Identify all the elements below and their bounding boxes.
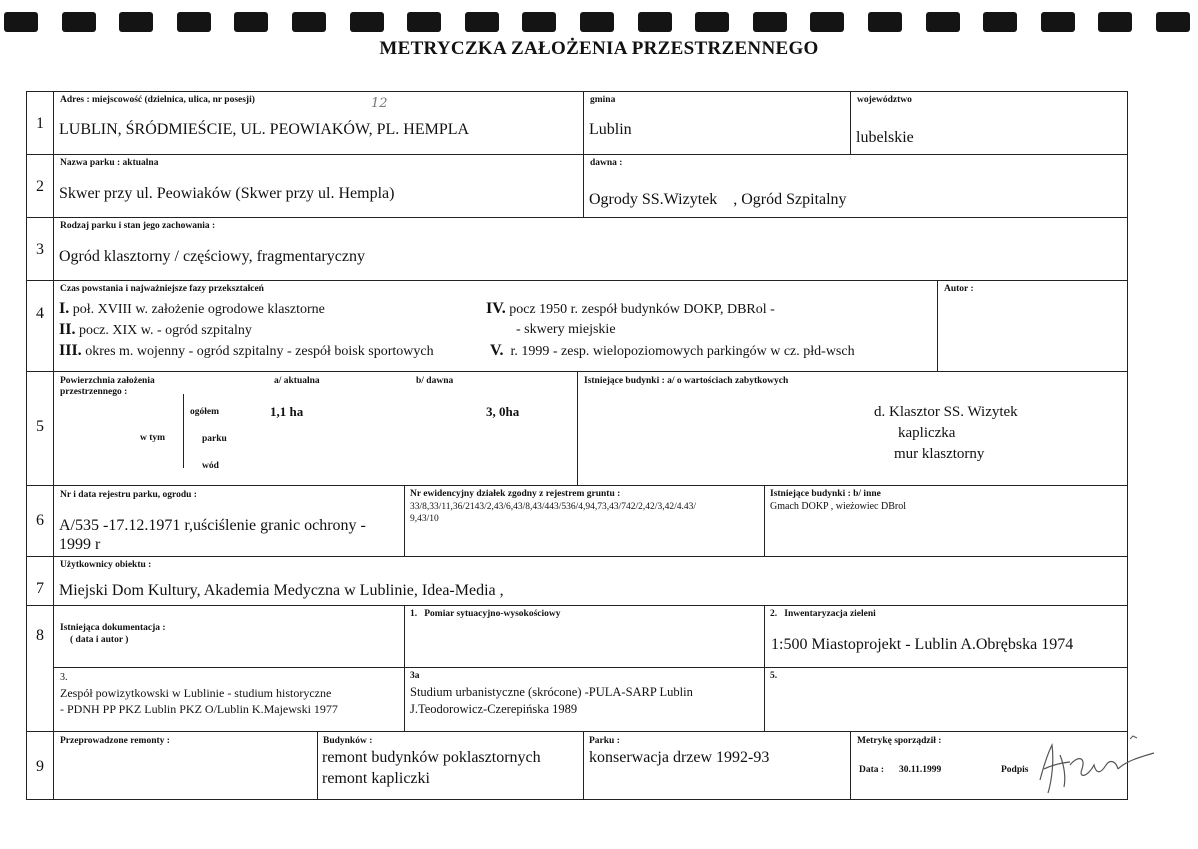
- punch-hole: [62, 12, 96, 32]
- row-number: 5: [36, 418, 44, 435]
- documentation-cell: [53, 605, 405, 668]
- punch-hole: [983, 12, 1017, 32]
- row-number: 6: [36, 512, 44, 529]
- doc-3-line-1: Zespół powizytkowski w Lublinie - studium historyczne: [60, 686, 332, 700]
- park-type-cell: [53, 217, 1128, 281]
- voivodeship-value: lubelskie: [856, 129, 914, 146]
- park-area-label: parku: [202, 434, 227, 444]
- address-value: LUBLIN, ŚRÓDMIEŚCIE, UL. PEOWIAKÓW, PL. HEMPLA: [59, 121, 470, 138]
- row-number: 1: [36, 115, 44, 132]
- register-cell: [53, 485, 405, 557]
- row-number: 9: [36, 758, 44, 775]
- punch-hole: [407, 12, 441, 32]
- inventory-cell: [764, 605, 1128, 668]
- former-name-cell: [583, 154, 1128, 218]
- doc-3-line-2: - PDNH PP PKZ Lublin PKZ O/Lublin K.Majewski 1977: [60, 702, 338, 716]
- w-tym-label: w tym: [140, 433, 166, 443]
- punch-hole: [580, 12, 614, 32]
- punch-hole: [234, 12, 268, 32]
- users-cell: [53, 556, 1128, 606]
- phase-1: I. poł. XVIII w. założenie ogrodowe klasztorne: [59, 300, 325, 317]
- area-label-continued: przestrzennego :: [60, 387, 128, 397]
- park-name-cell: [53, 154, 584, 218]
- historic-building-3: mur klasztorny: [894, 446, 985, 462]
- park-renovations-label: Parku :: [589, 736, 620, 746]
- park-name-value: Skwer przy ul. Peowiaków (Skwer przy ul. Hempla): [59, 185, 395, 202]
- punch-holes: [0, 12, 1198, 34]
- row-4-number-cell: [26, 280, 54, 372]
- historic-building-1: d. Klasztor SS. Wizytek: [874, 404, 1018, 420]
- other-buildings-value: Gmach DOKP , wieżowiec DBrol: [770, 501, 906, 512]
- renovations-cell: [53, 731, 318, 800]
- plots-label: Nr ewidencyjny działek zgodny z rejestrem gruntu :: [410, 489, 621, 499]
- plots-value-line-2: 9,43/10: [410, 514, 439, 524]
- doc-3a-line-1: Studium urbanistyczne (skrócone) -PULA-SARP Lublin: [410, 685, 693, 699]
- punch-hole: [1041, 12, 1075, 32]
- park-type-label: Rodzaj parku i stan jego zachowania :: [60, 221, 216, 231]
- documentation-label: Istniejąca dokumentacja :: [60, 623, 166, 633]
- punch-hole: [1156, 12, 1190, 32]
- row-number: 3: [36, 241, 44, 258]
- building-renovation-1: remont budynków poklasztornych: [322, 749, 541, 766]
- punch-hole: [753, 12, 787, 32]
- doc-5-cell: [764, 667, 1128, 732]
- area-label: Powierzchnia założenia: [60, 376, 155, 386]
- users-label: Użytkownicy obiektu :: [60, 560, 152, 570]
- doc-5-number: 5.: [770, 671, 778, 681]
- punch-hole: [810, 12, 844, 32]
- inventory-value: 1:500 Miastoprojekt - Lublin A.Obrębska 1974: [771, 636, 1074, 653]
- row-number: 4: [36, 305, 44, 322]
- punch-hole: [177, 12, 211, 32]
- row-number: 2: [36, 178, 44, 195]
- signature-label: Podpis: [1001, 765, 1029, 775]
- current-total-value: 1,1 ha: [270, 404, 304, 419]
- current-area-label: a/ aktualna: [274, 376, 320, 386]
- former-area-label: b/ dawna: [416, 376, 454, 386]
- history-cell: [53, 280, 938, 372]
- former-total-value: 3, 0ha: [486, 404, 520, 419]
- phase-2: II. pocz. XIX w. - ogród szpitalny: [59, 321, 252, 338]
- building-renovations-cell: [317, 731, 584, 800]
- doc-3a-number: 3a: [410, 671, 420, 681]
- register-label: Nr i data rejestru parku, ogrodu :: [60, 490, 197, 500]
- water-area-label: wód: [202, 461, 219, 471]
- row-number: 7: [36, 580, 44, 597]
- punch-hole: [350, 12, 384, 32]
- punch-hole: [522, 12, 556, 32]
- register-value-line-1: A/535 -17.12.1971 r,uściślenie granic ochrony -: [59, 517, 366, 534]
- phase-4: IV. pocz 1950 r. zespół budynków DOKP, DBRol -: [486, 300, 775, 317]
- prepared-by-label: Metrykę sporządził :: [857, 736, 942, 746]
- park-renovations-cell: [583, 731, 851, 800]
- building-renovations-label: Budynków :: [323, 736, 373, 746]
- author-label: Autor :: [944, 284, 974, 294]
- author-cell: [937, 280, 1128, 372]
- other-buildings-label: Istniejące budynki : b/ inne: [770, 489, 881, 499]
- phase-5: V. r. 1999 - zesp. wielopoziomowych parkingów w cz. płd-wsch: [490, 342, 855, 359]
- area-cell: [53, 371, 578, 486]
- users-value: Miejski Dom Kultury, Akademia Medyczna w Lublinie, Idea-Media ,: [59, 582, 504, 599]
- date-value: 30.11.1999: [899, 765, 942, 775]
- register-value-line-2: 1999 r: [59, 536, 101, 553]
- voivodeship-cell: [850, 91, 1128, 155]
- page-title: METRYCZKA ZAŁOŻENIA PRZESTRZENNEGO: [379, 38, 819, 59]
- gmina-value: Lublin: [589, 121, 632, 138]
- punch-hole: [119, 12, 153, 32]
- punch-hole: [926, 12, 960, 32]
- voivodeship-label: województwo: [857, 95, 912, 105]
- address-label: Adres : miejscowość (dzielnica, ulica, nr posesji): [60, 95, 255, 105]
- historic-building-2: kapliczka: [898, 425, 956, 441]
- park-type-value: Ogród klasztorny / częściowy, fragmentaryczny: [59, 248, 365, 265]
- doc-3a-cell: [404, 667, 765, 732]
- row-8-number-cell: [26, 605, 54, 732]
- plots-value-line-1: 33/8,33/11,36/2143/2,43/6,43/8,43/443/536/4,94,73,43/742/2,42/3,42/4.43/: [410, 502, 696, 512]
- former-name-label: dawna :: [590, 158, 623, 168]
- survey-label: 1. Pomiar sytuacyjno-wysokościowy: [410, 609, 561, 619]
- punch-hole: [695, 12, 729, 32]
- punch-hole: [868, 12, 902, 32]
- row-number: 8: [36, 627, 44, 644]
- renovations-label: Przeprowadzone remonty :: [60, 736, 170, 746]
- phase-3: III. okres m. wojenny - ogród szpitalny - zespół boisk sportowych: [59, 342, 434, 359]
- documentation-label-continued: ( data i autor ): [70, 635, 129, 645]
- doc-3a-line-2: J.Teodorowicz-Czerepińska 1989: [410, 702, 578, 716]
- punch-hole: [292, 12, 326, 32]
- history-label: Czas powstania i najważniejsze fazy przekształceń: [60, 284, 264, 294]
- historic-buildings-label: Istniejące budynki : a/ o wartościach zabytkowych: [584, 376, 789, 386]
- gmina-cell: [583, 91, 851, 155]
- area-bracket-line: [183, 394, 184, 468]
- doc-3-cell: [53, 667, 405, 732]
- address-cell: [53, 91, 584, 155]
- doc-3-number: 3.: [60, 672, 68, 683]
- date-label: Data :: [859, 765, 885, 775]
- handwritten-mark: 12: [371, 96, 388, 111]
- gmina-label: gmina: [590, 95, 616, 105]
- punch-hole: [1098, 12, 1132, 32]
- punch-hole: [465, 12, 499, 32]
- former-name-value: Ogrody SS.Wizytek , Ogród Szpitalny: [589, 191, 847, 208]
- signature-scribble: [1030, 735, 1160, 800]
- plots-cell: [404, 485, 765, 557]
- building-renovation-2: remont kapliczki: [322, 770, 430, 787]
- survey-cell: [404, 605, 765, 668]
- phase-4-continued: - skwery miejskie: [516, 322, 616, 337]
- park-name-label: Nazwa parku : aktualna: [60, 158, 159, 168]
- inventory-label: 2. Inwentaryzacja zieleni: [770, 609, 876, 619]
- punch-hole: [638, 12, 672, 32]
- other-buildings-cell: [764, 485, 1128, 557]
- punch-hole: [4, 12, 38, 32]
- park-renovation-value: konserwacja drzew 1992-93: [589, 749, 770, 766]
- total-label: ogółem: [190, 407, 220, 417]
- historic-buildings-cell: [577, 371, 1128, 486]
